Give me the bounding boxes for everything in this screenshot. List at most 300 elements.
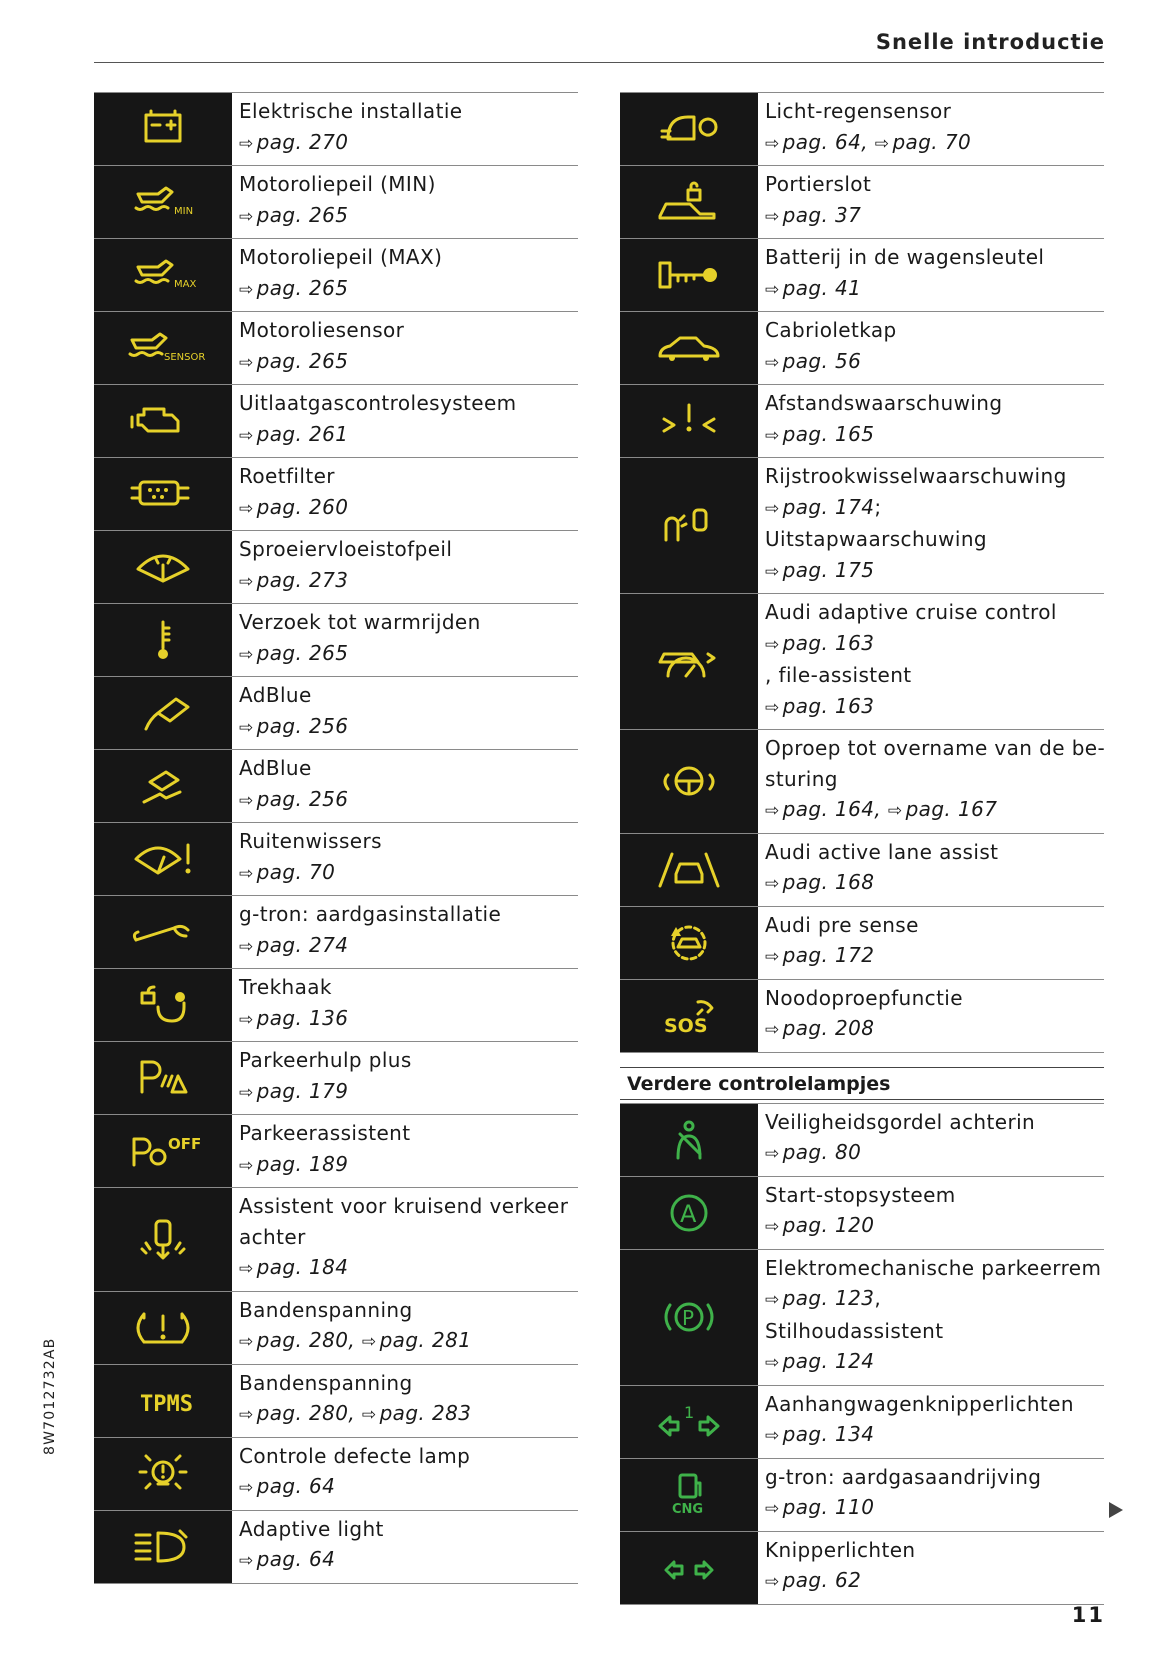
- entry-label: Motoroliesensor: [239, 318, 405, 342]
- bulb-fault-icon: [94, 1438, 232, 1510]
- page-reference: [239, 711, 578, 744]
- entry-text: [232, 458, 578, 530]
- page-link[interactable]: pag. 124: [782, 1349, 875, 1373]
- table-row: [94, 603, 578, 676]
- entry-text: [232, 1438, 578, 1510]
- page-reference: [239, 638, 578, 671]
- page-reference: [239, 784, 578, 817]
- reference-arrow-icon: ⇨: [765, 561, 780, 582]
- key-battery-icon-glyph: [654, 253, 724, 297]
- page-reference: [765, 492, 1104, 525]
- page-link[interactable]: pag. 172: [782, 943, 875, 967]
- page-link[interactable]: pag. 273: [256, 567, 349, 592]
- reference-arrow-icon: ⇨: [874, 133, 890, 154]
- table-row: [94, 968, 578, 1041]
- wrench-icon-glyph: [128, 910, 198, 954]
- entry-text: [758, 166, 1104, 238]
- entry-text: [232, 896, 578, 968]
- distance-warning-icon-glyph: [654, 399, 724, 443]
- page-link[interactable]: pag. 134: [782, 1422, 875, 1446]
- entry-text: [232, 239, 578, 311]
- adblue-refill-icon-glyph: [128, 691, 198, 735]
- reference-arrow-icon: ⇨: [765, 947, 780, 967]
- page-link[interactable]: pag. 41: [782, 275, 862, 300]
- table-row: [620, 1385, 1104, 1458]
- entry-text: [232, 969, 578, 1041]
- page-number: 11: [1071, 1603, 1105, 1627]
- page-reference: [239, 346, 578, 379]
- entry-label: Noodoproepfunctie: [765, 985, 963, 1010]
- key-battery-icon: [620, 239, 758, 311]
- table-row: [620, 311, 1104, 384]
- section-heading: Verdere controlelampjes: [620, 1067, 1104, 1100]
- entry-label: Adaptive light: [239, 1516, 384, 1541]
- adaptive-light-icon: [94, 1511, 232, 1583]
- reference-arrow-icon: ⇨: [765, 1353, 780, 1373]
- page-reference: [765, 1346, 1104, 1379]
- entry-label: achter: [239, 1224, 306, 1249]
- table-row: [94, 1291, 578, 1364]
- reference-arrow-icon: ⇨: [765, 1499, 780, 1519]
- tpms-icon: [94, 1365, 232, 1437]
- page-reference: [765, 867, 1104, 900]
- reference-arrow-icon: ⇨: [239, 352, 254, 373]
- park-assist-off-icon-glyph: [128, 1129, 202, 1173]
- table-row: [94, 1041, 578, 1114]
- reference-arrow-icon: ⇨: [765, 874, 780, 894]
- page-link[interactable]: pag. 261: [256, 421, 349, 446]
- takeover-request-icon-glyph: [654, 759, 724, 803]
- entry-label: AdBlue: [239, 683, 312, 707]
- reference-arrow-icon: ⇨: [239, 425, 254, 446]
- reference-arrow-icon: ⇨: [765, 801, 780, 821]
- page-link[interactable]: pag. 174: [782, 494, 875, 519]
- door-lock-icon-glyph: [654, 180, 724, 224]
- reference-arrow-icon: ⇨: [765, 425, 780, 446]
- page-link[interactable]: pag. 64: [782, 129, 862, 154]
- page-link[interactable]: pag. 136: [256, 1005, 349, 1030]
- table-row: [620, 1103, 1104, 1176]
- page-reference: [239, 273, 578, 306]
- entry-text: [758, 239, 1104, 311]
- table-row: [94, 457, 578, 530]
- svg-text:P: P: [682, 1306, 695, 1330]
- entry-label: Elektromechanische parkeerrem: [765, 1255, 1102, 1280]
- entry-text: [758, 1459, 1104, 1531]
- svg-text:SOS: SOS: [664, 1014, 708, 1037]
- park-assist-plus-icon: [94, 1042, 232, 1114]
- page-link[interactable]: pag. 280: [256, 1401, 349, 1425]
- page-link[interactable]: pag. 260: [256, 494, 349, 519]
- page-link[interactable]: pag. 270: [256, 129, 349, 154]
- table-row: [94, 530, 578, 603]
- svg-text:OFF: OFF: [168, 1135, 202, 1153]
- lane-assist-icon: [620, 834, 758, 906]
- entry-label: Sproeiervloeistofpeil: [239, 537, 453, 561]
- adaptive-cruise-icon: [620, 594, 758, 729]
- lane-change-warning-icon: [620, 458, 758, 593]
- page-link[interactable]: pag. 280: [256, 1328, 349, 1352]
- table-row: [94, 1437, 578, 1510]
- entry-text: [232, 1365, 578, 1437]
- entry-text: [758, 1104, 1104, 1176]
- page-reference: [765, 273, 1104, 306]
- page-reference: ⇨ pag. 280, ⇨ pag. 281: [239, 1328, 472, 1352]
- reference-arrow-icon: ⇨: [765, 1144, 780, 1164]
- start-stop-icon-glyph: [654, 1191, 724, 1235]
- trailer-indicator-icon: [620, 1386, 758, 1458]
- table-row: [620, 457, 1104, 593]
- table-row: [620, 593, 1104, 729]
- light-rain-sensor-icon: [620, 93, 758, 165]
- entry-text: [232, 604, 578, 676]
- page-link[interactable]: pag. 37: [782, 202, 862, 227]
- entry-text: [232, 93, 578, 165]
- adblue-refill-icon: [94, 677, 232, 749]
- reference-arrow-icon: ⇨: [239, 498, 254, 519]
- reference-arrow-icon: ⇨: [239, 717, 254, 738]
- reference-arrow-icon: ⇨: [887, 801, 903, 821]
- oil-level-min-icon: [94, 166, 232, 238]
- entry-label: Trekhaak: [239, 975, 332, 999]
- convertible-top-icon: [620, 312, 758, 384]
- thermometer-icon-glyph: [128, 618, 198, 662]
- entry-text: [232, 1188, 578, 1291]
- seatbelt-rear-icon: [620, 1104, 758, 1176]
- oil-sensor-icon: [94, 312, 232, 384]
- parking-brake-icon: [620, 1250, 758, 1385]
- reference-arrow-icon: ⇨: [765, 634, 780, 655]
- reference-arrow-icon: ⇨: [361, 1332, 377, 1352]
- svg-text:A: A: [680, 1199, 697, 1228]
- page-link[interactable]: pag. 274: [256, 932, 349, 957]
- engine-icon-glyph: [128, 399, 198, 443]
- bulb-fault-icon-glyph: [128, 1452, 198, 1496]
- continue-arrow-icon: [1109, 1502, 1123, 1518]
- table-row: [620, 906, 1104, 979]
- table-row: [620, 238, 1104, 311]
- convertible-top-icon-glyph: [654, 326, 724, 370]
- trailer-indicator-icon-glyph: [654, 1400, 724, 1444]
- entry-text: [232, 823, 578, 895]
- entry-text: [758, 1386, 1104, 1458]
- parking-brake-icon-glyph: [654, 1295, 724, 1339]
- entry-text: [758, 730, 1105, 833]
- page-reference: [239, 1003, 578, 1036]
- page-reference: [765, 1419, 1104, 1452]
- reference-arrow-icon: ⇨: [239, 1478, 254, 1498]
- page-reference: [239, 1544, 578, 1577]
- page-link[interactable]: pag. 123: [782, 1286, 875, 1310]
- reference-arrow-icon: ⇨: [239, 1259, 254, 1279]
- oil-level-max-icon: [94, 239, 232, 311]
- cng-drive-icon-glyph: [654, 1473, 724, 1517]
- page-link[interactable]: pag. 80: [782, 1140, 862, 1164]
- start-stop-icon: [620, 1177, 758, 1249]
- page-link[interactable]: pag. 265: [256, 640, 349, 665]
- entry-label: Assistent voor kruisend verkeer: [239, 1194, 569, 1218]
- entry-text: [758, 594, 1104, 729]
- page-reference: [239, 1471, 578, 1504]
- page-link[interactable]: pag. 265: [256, 348, 349, 373]
- page-link[interactable]: pag. 56: [782, 348, 862, 373]
- entry-label: Roetfilter: [239, 464, 335, 488]
- reference-arrow-icon: ⇨: [765, 498, 780, 519]
- distance-warning-icon: [620, 385, 758, 457]
- entry-label: Oproep tot overname van de be-: [765, 736, 1106, 760]
- thermometer-icon: [94, 604, 232, 676]
- entry-label: , file-assistent: [765, 663, 912, 687]
- table-row: [94, 895, 578, 968]
- page-reference: [239, 930, 578, 963]
- park-assist-off-icon: [94, 1115, 232, 1187]
- page-reference: [765, 200, 1104, 233]
- entry-label: Bandenspanning: [239, 1370, 413, 1395]
- entry-text: [758, 385, 1104, 457]
- rear-cross-traffic-icon: [94, 1188, 232, 1291]
- table-row: [620, 729, 1104, 833]
- entry-label: sturing: [765, 766, 838, 791]
- page-reference: [765, 1492, 1104, 1525]
- page-reference: [765, 1210, 1104, 1243]
- table-row: [94, 749, 578, 822]
- page-reference: ⇨ pag. 280, ⇨ pag. 283: [239, 1401, 472, 1425]
- entry-text: [758, 93, 1104, 165]
- oil-sensor-icon-glyph: [128, 326, 206, 370]
- entry-label: Knipperlichten: [765, 1537, 916, 1562]
- takeover-request-icon: [620, 730, 758, 833]
- page-link[interactable]: pag. 163: [782, 693, 875, 718]
- page-reference: [239, 1149, 578, 1182]
- entry-label: Stilhoudassistent: [765, 1318, 944, 1343]
- battery-icon: [94, 93, 232, 165]
- entry-label: Cabrioletkap: [765, 318, 897, 342]
- entry-text: [758, 980, 1104, 1052]
- entry-text: [758, 1250, 1104, 1385]
- reference-arrow-icon: ⇨: [239, 790, 254, 811]
- entry-text: [232, 385, 578, 457]
- page-link[interactable]: pag. 120: [782, 1213, 875, 1237]
- svg-text:CNG: CNG: [672, 1501, 704, 1517]
- reference-arrow-icon: ⇨: [765, 1426, 780, 1446]
- svg-text:MAX: MAX: [174, 279, 197, 290]
- right-column: [620, 92, 1104, 1605]
- table-row: [620, 384, 1104, 457]
- reference-arrow-icon: ⇨: [239, 1155, 254, 1176]
- table-row: [94, 238, 578, 311]
- oil-level-max-icon-glyph: [128, 253, 198, 297]
- page-link[interactable]: pag. 167: [905, 797, 998, 821]
- entry-label: Verzoek tot warmrijden: [239, 610, 481, 634]
- page-link[interactable]: pag. 265: [256, 275, 349, 300]
- page-link[interactable]: pag. 175: [782, 557, 875, 582]
- table-row: [620, 1531, 1104, 1605]
- secondary-table: [620, 1103, 1104, 1605]
- reference-arrow-icon: ⇨: [239, 133, 254, 154]
- reference-arrow-icon: ⇨: [765, 1020, 780, 1040]
- entry-text: [758, 458, 1104, 593]
- park-assist-plus-icon-glyph: [128, 1056, 198, 1100]
- page-link[interactable]: pag. 70: [256, 859, 336, 884]
- page-link[interactable]: pag. 265: [256, 202, 349, 227]
- entry-label: Parkeerassistent: [239, 1121, 411, 1145]
- table-row: [94, 92, 578, 165]
- entry-text: [758, 1177, 1104, 1249]
- light-rain-sensor-icon-glyph: [654, 107, 724, 151]
- document-code: 8W7012732AB: [42, 1337, 58, 1455]
- page-reference: [239, 565, 578, 598]
- page-link[interactable]: pag. 256: [256, 786, 349, 811]
- reference-arrow-icon: ⇨: [239, 1009, 254, 1030]
- table-row: [94, 1510, 578, 1584]
- entry-label: Veiligheidsgordel achterin: [765, 1109, 1036, 1134]
- page-header-title: Snelle introductie: [875, 30, 1105, 54]
- emergency-call-icon: [620, 980, 758, 1052]
- page-reference: [239, 200, 578, 233]
- reference-arrow-icon: ⇨: [765, 352, 780, 373]
- entry-text: [232, 1292, 578, 1364]
- page-link[interactable]: pag. 168: [782, 870, 875, 894]
- reference-arrow-icon: ⇨: [765, 1572, 780, 1592]
- page-reference: [765, 628, 1104, 661]
- entry-label: Batterij in de wagensleutel: [765, 245, 1045, 269]
- wiper-warning-icon: [94, 823, 232, 895]
- page-link[interactable]: pag. 64: [256, 1474, 336, 1498]
- entry-label: Audi pre sense: [765, 912, 919, 937]
- reference-arrow-icon: ⇨: [765, 133, 780, 154]
- engine-icon: [94, 385, 232, 457]
- table-row: [94, 1364, 578, 1437]
- page-link[interactable]: pag. 165: [782, 421, 875, 446]
- lane-change-warning-icon-glyph: [654, 504, 724, 548]
- entry-label: Portierslot: [765, 172, 872, 196]
- oil-level-min-icon-glyph: [128, 180, 198, 224]
- page-link[interactable]: pag. 70: [892, 129, 972, 154]
- page-link[interactable]: pag. 256: [256, 713, 349, 738]
- page-reference: [765, 346, 1104, 379]
- entry-label: Ruitenwissers: [239, 829, 382, 853]
- page-link[interactable]: pag. 189: [256, 1151, 349, 1176]
- page-link[interactable]: pag. 164: [782, 797, 875, 821]
- reference-arrow-icon: ⇨: [239, 863, 254, 884]
- page-link[interactable]: pag. 110: [782, 1495, 875, 1519]
- turn-signals-icon-glyph: [654, 1546, 724, 1590]
- page-reference: [765, 419, 1104, 452]
- page-link[interactable]: pag. 62: [782, 1568, 862, 1592]
- reference-arrow-icon: ⇨: [239, 936, 254, 957]
- table-row: [94, 676, 578, 749]
- reference-arrow-icon: ⇨: [361, 1405, 377, 1425]
- entry-label: Start-stopsysteem: [765, 1182, 956, 1207]
- tow-hook-icon: [94, 969, 232, 1041]
- door-lock-icon: [620, 166, 758, 238]
- page-reference: [239, 127, 578, 160]
- entry-label: Licht-regensensor: [765, 99, 952, 123]
- entry-text: [758, 907, 1104, 979]
- reference-arrow-icon: ⇨: [239, 279, 254, 300]
- washer-fluid-icon-glyph: [128, 545, 198, 589]
- entry-text: [232, 312, 578, 384]
- table-row: [620, 1249, 1104, 1385]
- table-row: [620, 92, 1104, 165]
- svg-text:1: 1: [684, 1402, 695, 1422]
- page-link[interactable]: pag. 184: [256, 1255, 349, 1279]
- table-row: [94, 311, 578, 384]
- reference-suffix: ;: [874, 494, 882, 519]
- entry-label: g-tron: aardgasaandrijving: [765, 1464, 1042, 1489]
- adaptive-light-icon-glyph: [128, 1525, 198, 1569]
- tpms-icon-glyph: [128, 1379, 198, 1423]
- page-link[interactable]: pag. 163: [782, 630, 875, 655]
- page-link[interactable]: pag. 281: [379, 1328, 472, 1352]
- tire-pressure-icon-glyph: [128, 1306, 198, 1350]
- wiper-warning-icon-glyph: [128, 837, 198, 881]
- pre-sense-icon: [620, 907, 758, 979]
- adblue-fault-icon-glyph: [128, 764, 198, 808]
- page-reference: [765, 555, 1104, 588]
- page-reference: ⇨ pag. 164, ⇨ pag. 167: [765, 797, 998, 821]
- entry-text: [232, 166, 578, 238]
- reference-arrow-icon: ⇨: [239, 571, 254, 592]
- page-link[interactable]: pag. 179: [256, 1078, 349, 1103]
- page-reference: [765, 1137, 1104, 1170]
- page-link[interactable]: pag. 64: [256, 1547, 336, 1571]
- washer-fluid-icon: [94, 531, 232, 603]
- left-column: [94, 92, 578, 1584]
- table-row: [94, 1187, 578, 1291]
- reference-arrow-icon: ⇨: [239, 644, 254, 665]
- page-reference: [239, 492, 578, 525]
- reference-arrow-icon: ⇨: [765, 1217, 780, 1237]
- table-row: [620, 1176, 1104, 1249]
- emergency-call-icon-glyph: [654, 994, 724, 1038]
- entry-text: [232, 1115, 578, 1187]
- reference-suffix: ,: [874, 1286, 882, 1310]
- entry-label: AdBlue: [239, 756, 312, 780]
- reference-arrow-icon: ⇨: [239, 206, 254, 227]
- page-reference: [239, 857, 578, 890]
- reference-arrow-icon: ⇨: [239, 1405, 254, 1425]
- table-row: [94, 165, 578, 238]
- entry-label: Motoroliepeil (MAX): [239, 245, 443, 269]
- battery-icon-glyph: [128, 107, 198, 151]
- entry-text: [232, 677, 578, 749]
- table-row: [620, 165, 1104, 238]
- turn-signals-icon: [620, 1532, 758, 1604]
- entry-label: Controle defecte lamp: [239, 1443, 471, 1468]
- page-link[interactable]: pag. 283: [379, 1401, 472, 1425]
- tow-hook-icon-glyph: [128, 983, 198, 1027]
- svg-text:TPMS: TPMS: [140, 1391, 193, 1417]
- page-link[interactable]: pag. 208: [782, 1016, 875, 1040]
- adaptive-cruise-icon-glyph: [654, 640, 724, 684]
- particle-filter-icon-glyph: [128, 472, 198, 516]
- table-row: [94, 1114, 578, 1187]
- entry-text: [232, 1042, 578, 1114]
- entry-label: Aanhangwagenknipperlichten: [765, 1391, 1074, 1416]
- wrench-icon: [94, 896, 232, 968]
- entry-label: Rijstrookwisselwaarschuwing: [765, 464, 1067, 488]
- svg-text:SENSOR: SENSOR: [164, 352, 206, 363]
- page-reference: [765, 1565, 1104, 1598]
- reference-arrow-icon: ⇨: [239, 1551, 254, 1571]
- entry-label: Afstandswaarschuwing: [765, 391, 1003, 415]
- page-reference: [765, 691, 1104, 724]
- reference-arrow-icon: ⇨: [765, 1290, 780, 1310]
- entry-label: Parkeerhulp plus: [239, 1048, 412, 1072]
- entry-label: Audi adaptive cruise control: [765, 600, 1057, 624]
- table-row: [620, 1458, 1104, 1531]
